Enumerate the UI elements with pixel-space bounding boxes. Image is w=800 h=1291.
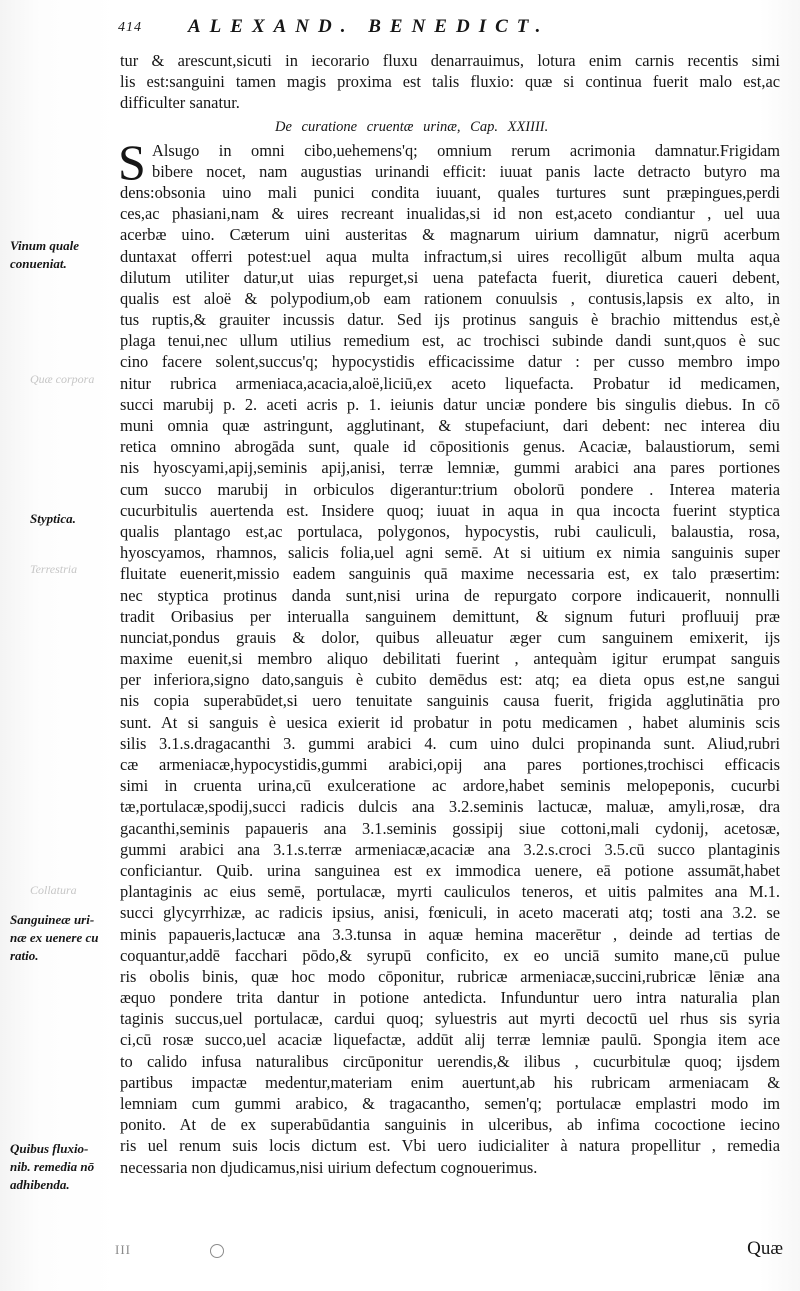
chapter-number: Cap. XXIIII. xyxy=(470,118,549,135)
running-head: ALEXAND. BENEDICT. xyxy=(188,16,550,37)
margin-note-line: Quibus fluxio- xyxy=(10,1141,89,1156)
text-line: hyoscyamos, rhamnos, salicis folia,uel agni semē. At si uitium ex nimia sanguinis super xyxy=(120,543,780,563)
bleed-through-mark: Terrestria xyxy=(30,562,78,576)
chapter-lines xyxy=(118,133,780,1178)
text-line: to calido infusa naturalibus circūponitur uerendis,& ilibus , cucurbitulæ quoq; ijsdem xyxy=(120,1051,780,1071)
margin-note-line: nib. remedia nō xyxy=(10,1159,95,1174)
text-line: silis 3.1.s.dragacanthi 3. gummi arabici 4. cum uino dulci propinanda sunt. Aliud,rubri xyxy=(120,733,780,753)
body-text xyxy=(120,50,780,1178)
text-line: plaga tenui,nec ullum utilius remedium est, ac trochisci subinde dandi sunt,quos è suc xyxy=(120,331,780,351)
text-line: qualis plantago est,ac portulaca, polygonos, hypocystis, rubi cauliculi, balaustia, rosa, xyxy=(120,521,780,541)
chapter-body xyxy=(118,133,780,1178)
text-line: acerbæ uino. Cæterum uini austeritas & magnarum uirium damnatur, nigrū acerbum xyxy=(120,225,780,245)
text-line: gummi arabici ana 3.1.s.terræ armeniacæ,acaciæ ana 3.2.s.croci 3.5.cū succo plantaginis xyxy=(120,839,780,859)
page-number: 414 xyxy=(118,20,142,35)
text-line: ponito. At de ex superabūdantia sanguinis in ulceribus, ab infima cococtione iecino xyxy=(120,1115,780,1135)
text-line: muni omnia quæ astringunt, agglutinant, & stupefaciunt, dari debent: nec interea diu xyxy=(120,416,780,435)
drop-cap: S xyxy=(118,133,146,190)
text-line: coquantur,addē facchari pōdo,& syrupū conficito, ex eo unciā sumito mane,cū pulue xyxy=(120,945,780,965)
text-line: tus ruptis,& grauiter incussis datur. Sed ijs protinus sanguis è brachio mittendus est,è xyxy=(120,310,780,330)
text-line: sunt. At si sanguis è uesica exierit id probatur in potu medicamen , habet aluminis scis xyxy=(120,712,780,732)
margin-note-line: Vinum quale xyxy=(10,238,79,253)
text-line: lemniam cum gummi arabico, & tragacantho, semen'q; portulacæ emplastri modo im xyxy=(120,1094,780,1113)
text-line: gacanthi,seminis papaueris ana 3.1.seminis gossipij siue cottoni,mali cydonij, acetosæ, xyxy=(120,818,780,838)
text-line: succi marubij p. 2. aceti acris p. 1. ieiunis datur unciæ pondere bis singulis diebus. In cō xyxy=(120,394,780,414)
text-line: ris uel renum suis locis dictum est. Vbi uero iudicialiter à natura propellitur , remedia xyxy=(120,1136,780,1156)
text-line: æquo pondere trita dantur in potione antedicta. Infunduntur uero intra naturalia plan xyxy=(120,988,780,1008)
text-line: bibere nocet, nam augustias urinandi efficit: iuuat panis lacte detracto butyro ma xyxy=(152,161,780,181)
bleed-through-mark: Quæ corpora xyxy=(30,372,95,386)
text-line: partibus impactæ medentur,materiam enim auertunt,ab his rubricam armeniacam & xyxy=(120,1072,780,1092)
text-line: nec styptica protinus danda sunt,nisi urina de repurgato corpore indicauerit, nonnulli xyxy=(120,585,780,605)
margin-note-line: Styptica. xyxy=(30,511,76,526)
text-line: per inferiora,signo dato,sanguis è cubito demēdus est: atq; ea dieta opus est,ne sangui xyxy=(120,670,780,690)
chapter-title: De curatione cruentæ urinæ, xyxy=(275,118,461,135)
margin-note-sanguineae xyxy=(10,911,114,965)
text-line: simi in cruenta urina,cū exulceratione ac ardore,habet seminis melopeponis, cucurbi xyxy=(120,776,780,796)
text-line: nunciat,pondus grauis & dolor, quibus alleuatur æger cum sanguinem emixerit, ijs xyxy=(120,627,780,647)
text-line: nis copia superabūdet,si uero tenuitate sanguinis causa fuerit, frigida agglutinātia pro xyxy=(120,691,780,711)
text-line: tæ,portulacæ,spodij,succi radicis dulcis ana 3.2.seminis lactucæ, maluæ, amyli,rosæ, dra xyxy=(120,797,780,817)
page-footer xyxy=(115,1236,795,1266)
margin-note-line: ratio. xyxy=(10,948,39,963)
text-line: dens:obsonia uino mali punici condita iuuant, quales turtures sunt præpingues,perdi xyxy=(120,182,780,202)
text-line: cum succo marubij in orbiculos digerantur:trium obolorū pondere . Interea materia xyxy=(120,479,780,499)
text-line: cucurbitulis auertenda est. Insidere quoq; iuuat in aqua in qua incocta fuerint styptica xyxy=(120,500,780,520)
text-line: lis est:sanguini tamen magis proxima est talis fluxio: quæ si continua fuerit malo est,ac xyxy=(120,72,780,92)
chapter-heading xyxy=(120,114,780,140)
ring-mark-icon xyxy=(210,1244,224,1258)
text-line: ci,cū rosæ succo,uel acaciæ liquefactæ, addūt alij terræ lemniæ paulū. Spongia item ace xyxy=(120,1030,780,1050)
bleed-through-mark: Collatura xyxy=(30,883,77,897)
text-line: maxime euenit,si membro aliquo debilitati fuerint , antequàm igitur erumpat sanguis xyxy=(120,649,780,669)
catchword: Quæ xyxy=(747,1238,783,1259)
margin-note-line: Sanguineæ uri- xyxy=(10,912,95,927)
text-line: succi glycyrrhizæ, ac radicis ipsius, anisi, fœniculi, in aceto macerati atq; tosti ana 3.2. se xyxy=(120,903,780,923)
text-line: minis papaueris,lactucæ ana 3.3.tunsa in aquæ hemina macerētur , deinde ad tertias de xyxy=(120,924,780,944)
text-line: difficulter sanatur. xyxy=(120,93,240,113)
text-line: ces,ac phasiani,nam & uires recreant inualidas,si id non est,aceto condiantur , uel uua xyxy=(120,204,780,224)
margin-note-quibus xyxy=(10,1140,114,1194)
text-line: ris obolis binis, quæ hoc modo cōponitur, rubricæ armeniacæ,succini,rubricæ lēniæ ana xyxy=(120,966,780,986)
text-line: Alsugo in omni cibo,uehemens'q; omnium rerum acrimonia damnatur.Frigidam xyxy=(152,140,780,160)
text-line: duntaxat offerri potest:uel aqua multa infractum,si uires recolligūt album multa aqua xyxy=(120,246,780,266)
text-line: cæ armeniacæ,hypocystidis,gummi arabici,opij ana pares portiones,trochisci efficacis xyxy=(120,755,780,774)
text-line: tradit Oribasius per interualla sanguinem demittunt, & signum futuri profluuij præ xyxy=(120,606,780,626)
page-header xyxy=(118,14,778,48)
text-line: nis hyoscyami,apij,seminis apij,anisi, terræ lemniæ, gummi arabici ana pares portiones xyxy=(120,458,780,478)
text-line: dilutum utiliter datur,ut uias repurget,si uena patefacta fuerit, diuretica caueri debent, xyxy=(120,267,780,287)
text-line: qualis est aloë & polypodium,ob eam rationem conuulsis , contusis,lapsis ex alto, in xyxy=(120,288,780,308)
margin-note-line: adhibenda. xyxy=(10,1177,70,1192)
text-line: tur & arescunt,sicuti in iecorario fluxu denarrauimus, lotura enim carnis recentis simi xyxy=(120,51,780,70)
margin-note-styptica xyxy=(30,510,134,528)
text-line: necessaria non djudicamus,nisi uirium defectum cognouerimus. xyxy=(120,1157,538,1177)
margin-note-line: conueniat. xyxy=(10,256,67,271)
text-line: conficiantur. Quib. urina sanguinea est ex immodica uenere, eā potione assumāt,habet xyxy=(120,860,780,880)
signature-mark: III xyxy=(115,1242,131,1257)
margin-note-line: næ ex uenere cu xyxy=(10,930,99,945)
text-line: cino facere solent,succus'q; hypocystidis efficacissime datur : per cusso membro impo xyxy=(120,352,780,372)
text-line: taginis succus,uel portulacæ, cardui quoq; syluestris aut myrti decoctū uel rhus sis syria xyxy=(120,1009,780,1029)
text-line: nitur rubrica armeniaca,acacia,aloë,liciū,ex aceto liquefacta. Probatur id medicamen, xyxy=(120,373,780,393)
text-line: fluitate euenerit,missio eadem sanguinis quā maxime necessaria est, ex talo præsertim: xyxy=(120,564,780,584)
margin-note-vinum xyxy=(10,237,114,273)
text-line: retica omnino abrogāda sunt, quale id cōpositionis genus. Acaciæ, balaustiorum, semi xyxy=(120,437,780,457)
text-line: plantaginis ac eius semē, portulacæ, myrti cauliculos teneros, et uitis palmites ana M.1. xyxy=(120,882,780,902)
